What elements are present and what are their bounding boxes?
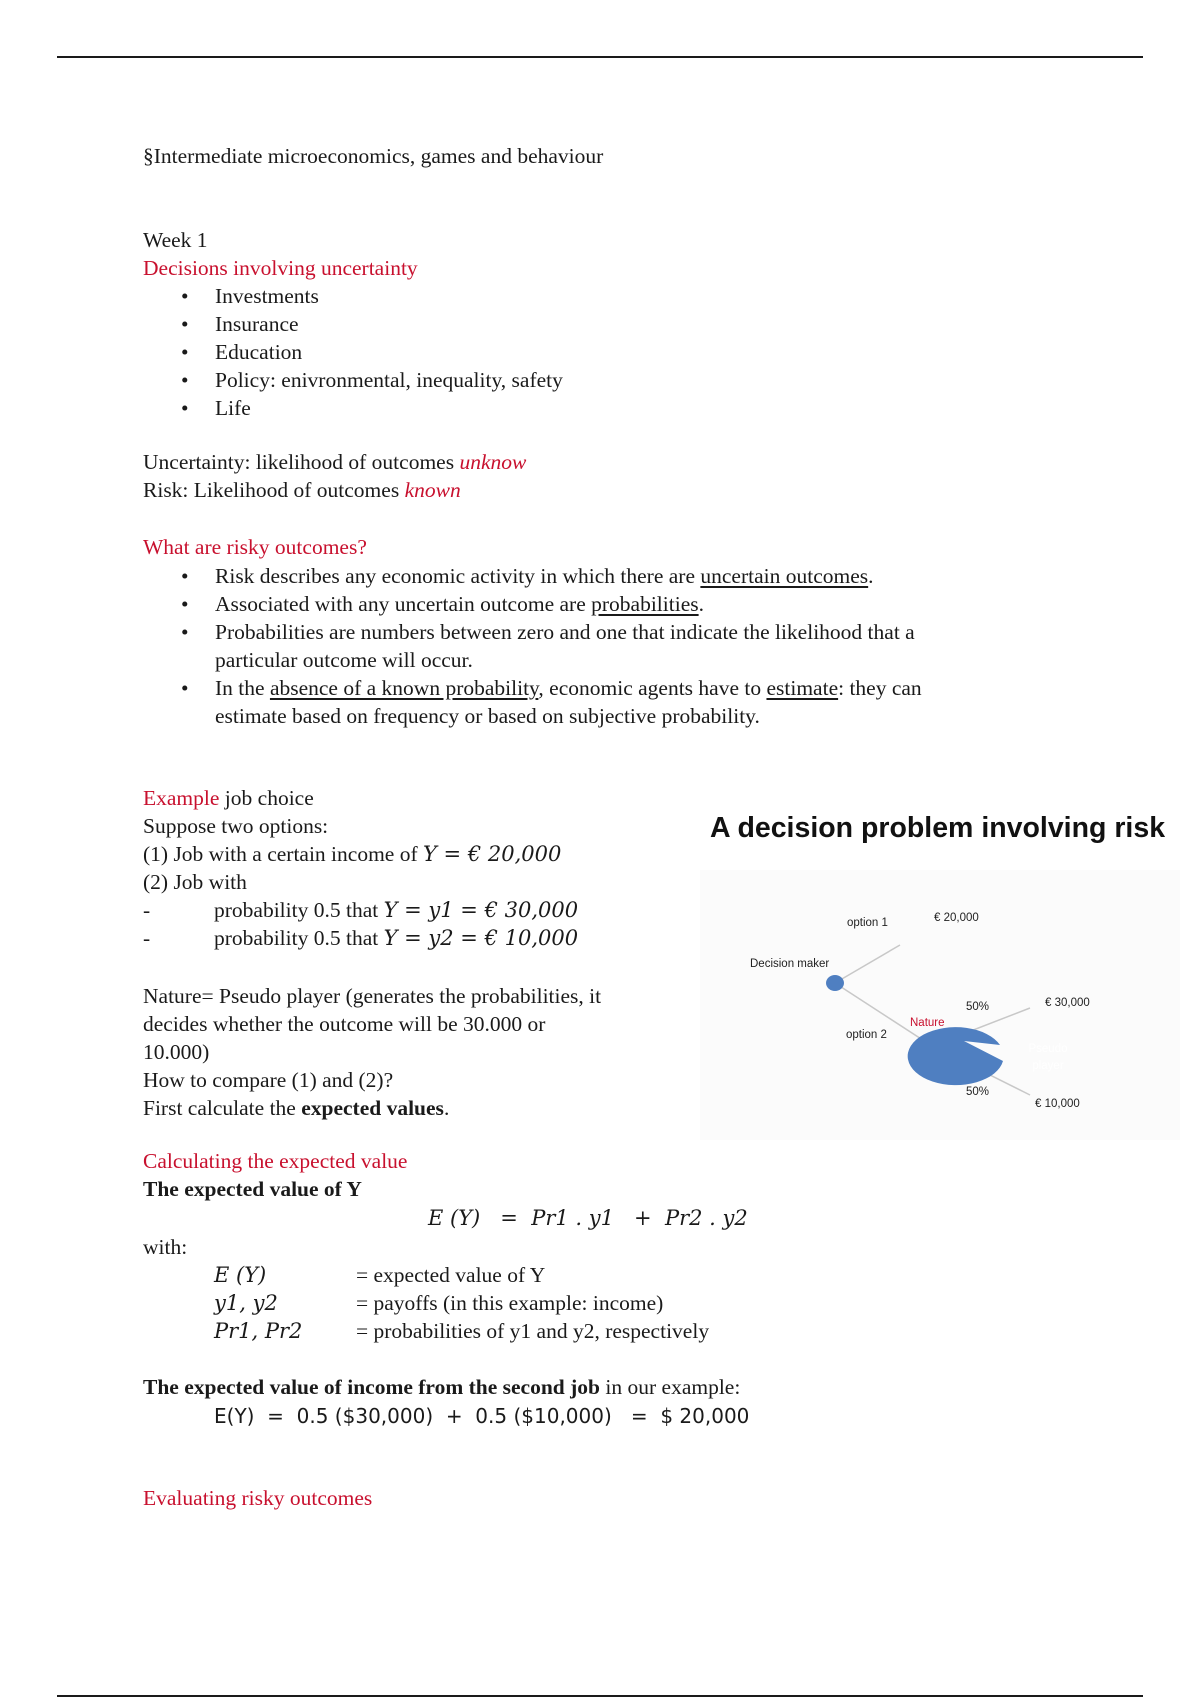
example-heading: Example job choice <box>143 786 314 810</box>
compare-question: How to compare (1) and (2)? <box>143 1068 394 1092</box>
decision-maker-label: Decision maker <box>750 958 830 970</box>
option-2-label: option 2 <box>846 1029 887 1041</box>
def-row-2: = payoffs (in this example: income) <box>356 1291 664 1315</box>
nature-label: Nature <box>910 1017 945 1029</box>
risky-list <box>143 562 922 730</box>
risk-term: known <box>404 478 461 502</box>
bottom-rule <box>57 1695 1143 1697</box>
pct-down-label: 50% <box>966 1086 990 1098</box>
def-symbol-3: Pr1, Pr2 <box>214 1319 303 1343</box>
expected-calculation: E(Y) = 0.5 ($30,000) + 0.5 ($10,000) = $ 20,000 <box>214 1404 750 1428</box>
option-1-label: option 1 <box>847 917 888 929</box>
expected-formula: E (Y) = Pr1 . y1 + Pr2 . y2 <box>428 1206 748 1230</box>
list-item: • Risk describes any economic activity in which there are uncertain outcomes. <box>181 564 874 588</box>
evaluating-heading: Evaluating risky outcomes <box>143 1486 373 1510</box>
uncertainty-definition: Uncertainty: likelihood of outcomes unknow <box>143 450 527 474</box>
second-job-text: The expected value of income from the second job in our example: <box>143 1375 741 1399</box>
list-item: • Life <box>181 396 251 420</box>
week-label: Week 1 <box>143 228 208 252</box>
list-item: • Associated with any uncertain outcome are probabilities. <box>181 592 704 616</box>
def-row-1: = expected value of Y <box>356 1263 546 1287</box>
probability-line-1: probability 0.5 that Y = y1 = € 30,000 <box>214 898 579 922</box>
decisions-heading: Decisions involving uncertainty <box>143 256 418 280</box>
certain-payoff-label: € 20,000 <box>934 912 979 924</box>
option-2-text: (2) Job with <box>143 870 247 894</box>
nature-line-3: 10.000) <box>143 1040 210 1064</box>
course-title: §Intermediate microeconomics, games and behaviour <box>143 144 604 168</box>
decision-node <box>826 975 844 991</box>
suppose-text: Suppose two options: <box>143 814 329 838</box>
nature-line-2: decides whether the outcome will be 30.000 or <box>143 1012 546 1036</box>
expected-heading: Calculating the expected value <box>143 1149 408 1173</box>
low-payoff-label: € 10,000 <box>1035 1098 1080 1110</box>
list-item: • Probabilities are numbers between zero and one that indicate the likelihood that a particular outcome will occur. <box>181 620 915 672</box>
risk-definition: Risk: Likelihood of outcomes known <box>143 478 461 502</box>
list-item: • In the absence of a known probability, economic agents have to estimate: they can estimate based on frequency or based on subjective probability. <box>181 676 922 728</box>
pseudo-player-bubble <box>908 1027 1003 1085</box>
def-symbol-2: y1, y2 <box>214 1291 278 1315</box>
decision-tree-diagram <box>700 870 1180 1140</box>
list-item: • Investments <box>181 284 319 308</box>
def-symbol-1: E (Y) <box>214 1263 267 1287</box>
decisions-list <box>143 282 563 422</box>
list-item: • Insurance <box>181 312 299 336</box>
high-payoff-label: € 30,000 <box>1045 997 1090 1009</box>
diagram-background <box>700 870 1180 1140</box>
first-calculate: First calculate the expected values. <box>143 1096 450 1120</box>
def-row-3: = probabilities of y1 and y2, respectively <box>356 1319 710 1343</box>
uncertainty-term: unknow <box>459 450 527 474</box>
pct-up-label: 50% <box>966 1001 990 1013</box>
option-1-text: (1) Job with a certain income of Y = € 20,000 <box>143 842 562 866</box>
list-item: • Policy: enivronmental, inequality, safety <box>181 368 563 392</box>
probability-line-2: probability 0.5 that Y = y2 = € 10,000 <box>214 926 579 950</box>
bubble-text-2: player <box>1032 1060 1064 1072</box>
diagram-title: A decision problem involving risk <box>710 812 1166 844</box>
top-rule <box>57 56 1143 58</box>
bubble-text-1: Pseudo <box>1028 1043 1068 1055</box>
dash-2: - <box>143 926 151 950</box>
with-label: with: <box>143 1235 188 1259</box>
dash-1: - <box>143 898 151 922</box>
nature-line-1: Nature= Pseudo player (generates the probabilities, it <box>143 984 602 1008</box>
risky-heading: What are risky outcomes? <box>143 535 367 559</box>
list-item: • Education <box>181 340 303 364</box>
expected-bold-title: The expected value of Y <box>143 1177 362 1201</box>
